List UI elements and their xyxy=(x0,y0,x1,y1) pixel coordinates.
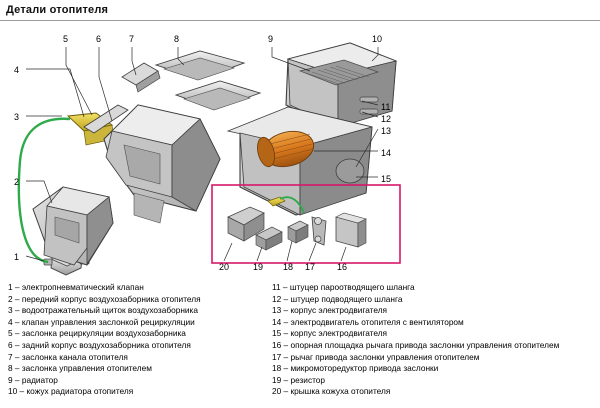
callout-18: 18 xyxy=(283,262,294,272)
legend-item-11: 11 – штуцер пароотводящего шланга xyxy=(272,282,415,292)
callout-16: 16 xyxy=(337,262,348,272)
legend-item-8: 8 – заслонка управления отопителем xyxy=(8,363,152,374)
part-13-15-motor-casing xyxy=(336,159,364,183)
callout-3: 3 xyxy=(14,112,20,122)
callout-13: 13 xyxy=(381,126,392,136)
callout-12: 12 xyxy=(381,114,392,124)
callout-9: 9 xyxy=(268,34,274,44)
legend-item-10: 10 – кожух радиатора отопителя xyxy=(8,386,134,397)
legend-item-5: 5 – заслонка рециркуляции воздухозаборника xyxy=(8,328,186,339)
part-18-flap-gearmotor xyxy=(288,221,308,243)
callout-5: 5 xyxy=(63,34,69,44)
legend-item-1: 1 – электропневматический клапан xyxy=(8,282,144,292)
callout-20: 20 xyxy=(219,262,230,272)
legend-item-20: 20 – крышка кожуха отопителя xyxy=(272,386,391,397)
legend-item-13: 13 – корпус электродвигателя xyxy=(272,305,388,316)
legend-item-16: 16 – опорная площадка рычага привода заслонки управления отопителем xyxy=(272,339,560,350)
callout-14: 14 xyxy=(381,148,392,158)
legend-item-2: 2 – передний корпус воздухозаборника отопителя xyxy=(8,293,201,304)
callout-17: 17 xyxy=(305,262,316,272)
part-6-rear-air-intake-housing xyxy=(104,105,220,223)
legend-column-left xyxy=(8,282,270,398)
callout-4: 4 xyxy=(14,65,20,75)
legend-item-12: 12 – штуцер подводящего шланга xyxy=(272,293,403,304)
legend-item-17: 17 – рычаг привода заслонки управления отопителем xyxy=(272,351,480,362)
diagram-area xyxy=(0,21,600,276)
callout-1: 1 xyxy=(14,252,20,262)
part-8-heater-control-flap xyxy=(156,51,260,110)
legend-item-4: 4 – клапан управления заслонкой рециркуляции xyxy=(8,316,195,327)
legend-item-3: 3 – водоотражательный щиток воздухозаборника xyxy=(8,305,198,316)
part-17-flap-drive-lever xyxy=(312,217,326,245)
callout-19: 19 xyxy=(253,262,264,272)
legend-item-9: 9 – радиатор xyxy=(8,374,58,385)
part-7-duct-flap xyxy=(122,63,160,92)
part-16-lever-support-pad xyxy=(336,213,366,247)
callout-10: 10 xyxy=(372,34,383,44)
callout-7: 7 xyxy=(129,34,135,44)
callout-11: 11 xyxy=(381,102,391,112)
diagram-svg xyxy=(0,21,600,276)
callout-2: 2 xyxy=(14,177,20,187)
legend xyxy=(0,282,600,408)
callout-15: 15 xyxy=(381,174,392,184)
legend-item-15: 15 – корпус электродвигателя xyxy=(272,328,388,339)
part-2-front-air-intake-housing xyxy=(33,187,113,265)
legend-item-18: 18 – микромоторедуктор привода заслонки xyxy=(272,363,439,374)
legend-column-right xyxy=(272,282,598,398)
callout-8: 8 xyxy=(174,34,180,44)
legend-item-19: 19 – резистор xyxy=(272,374,326,385)
callout-6: 6 xyxy=(96,34,102,44)
page-title: Детали отопителя xyxy=(6,4,109,16)
legend-item-6: 6 – задний корпус воздухозаборника отопителя xyxy=(8,339,191,350)
legend-item-7: 7 – заслонка канала отопителя xyxy=(8,351,128,362)
legend-item-14: 14 – электродвигатель отопителя с вентилятором xyxy=(272,316,464,327)
